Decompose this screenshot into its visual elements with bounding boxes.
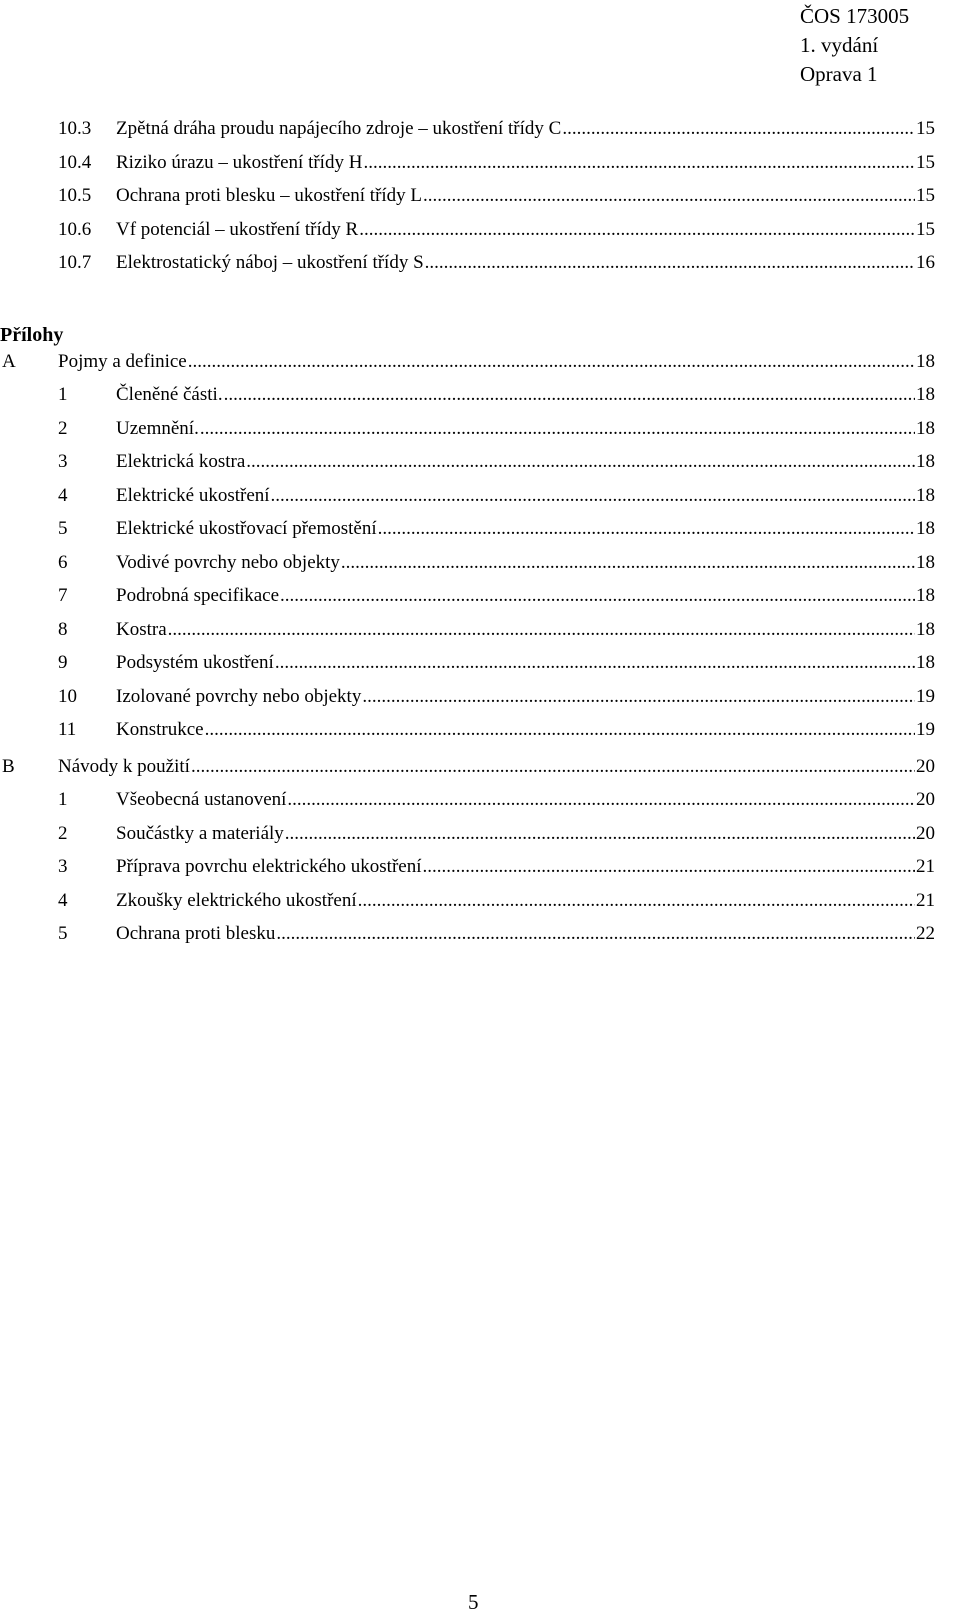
dot-leader (341, 551, 915, 575)
toc-entry[interactable] (58, 651, 935, 675)
dot-leader (205, 718, 915, 742)
toc-entry-number: 3 (58, 856, 68, 877)
toc-entry-number: B (2, 756, 15, 777)
toc-entry-page: 18 (916, 652, 935, 673)
toc-entry-page: 15 (916, 218, 935, 240)
dot-leader (200, 417, 915, 441)
toc-entry[interactable] (58, 685, 935, 709)
dot-leader (363, 151, 915, 175)
toc-entry-page: 18 (916, 518, 935, 539)
toc-entry-number: 10.7 (58, 252, 92, 273)
toc-entry[interactable] (58, 584, 935, 608)
toc-entry-number: A (2, 351, 16, 372)
toc-entry[interactable] (58, 484, 935, 508)
toc-entry-title: Podsystém ukostření (116, 652, 274, 673)
toc-entry-page: 18 (916, 551, 935, 573)
toc-entry-page: 18 (916, 351, 935, 372)
toc-entry-page: 15 (916, 151, 935, 173)
dot-leader (168, 618, 915, 642)
dot-leader (358, 889, 915, 913)
dot-leader (378, 517, 915, 541)
dot-leader (362, 685, 915, 709)
toc-entry-title: Elektrické ukostření (116, 484, 270, 506)
appendix-entry[interactable] (2, 350, 935, 374)
toc-entry-page: 18 (916, 585, 935, 606)
dot-leader (276, 922, 915, 946)
toc-entry-title: Uzemnění. (116, 417, 199, 439)
toc-entry-number: 2 (58, 417, 68, 439)
toc-entry-title: Ochrana proti blesku – ukostření třídy L (116, 185, 423, 206)
toc-entry-page: 21 (916, 889, 935, 911)
toc-entry-page: 18 (916, 451, 935, 472)
toc-entry-number: 6 (58, 551, 68, 573)
toc-entry[interactable] (58, 218, 935, 242)
toc-entry-title: Vf potenciál – ukostření třídy R (116, 218, 359, 240)
toc-entry[interactable] (58, 383, 935, 407)
dot-leader (562, 117, 915, 141)
toc-entry-number: 3 (58, 451, 68, 472)
toc-entry[interactable] (58, 117, 935, 141)
toc-entry-title: Návody k použití (58, 756, 190, 777)
toc-entry[interactable] (58, 151, 935, 175)
toc-entry-title: Zkoušky elektrického ukostření (116, 889, 357, 911)
dot-leader (422, 855, 915, 879)
dot-leader (224, 383, 915, 407)
toc-entry-page: 19 (916, 719, 935, 740)
dot-leader (191, 755, 915, 779)
toc-entry-title: Součástky a materiály (116, 822, 284, 844)
toc-entry-page: 18 (916, 618, 935, 640)
toc-entry-number: 9 (58, 652, 68, 673)
toc-entry-number: 5 (58, 923, 68, 944)
toc-entry[interactable] (58, 922, 935, 946)
toc-entry-number: 4 (58, 484, 68, 506)
toc-entry-number: 10.5 (58, 185, 92, 206)
appendix-entry[interactable] (2, 755, 935, 779)
toc-entry[interactable] (58, 855, 935, 879)
dot-leader (287, 788, 915, 812)
toc-entry-title: Konstrukce (116, 719, 204, 740)
toc-entry-page: 20 (916, 789, 935, 810)
toc-entry-number: 10.4 (58, 151, 92, 173)
toc-entry-page: 18 (916, 484, 935, 506)
document-code: ČOS 173005 (800, 4, 910, 28)
toc-entry-page: 15 (916, 185, 935, 206)
toc-entry-page: 20 (916, 822, 935, 844)
toc-entry-number: 1 (58, 384, 68, 405)
document-header (800, 2, 909, 89)
toc-entry[interactable] (58, 551, 935, 575)
toc-entry[interactable] (58, 788, 935, 812)
toc-entry-number: 2 (58, 822, 68, 844)
toc-entry[interactable] (58, 618, 935, 642)
toc-entry-title: Podrobná specifikace (116, 585, 280, 606)
dot-leader (275, 651, 915, 675)
toc-entry-page: 19 (916, 685, 935, 707)
dot-leader (423, 184, 915, 208)
toc-entry-page: 16 (916, 252, 935, 273)
toc-entry-number: 4 (58, 889, 68, 911)
dot-leader (359, 218, 915, 242)
toc-entry-title: Pojmy a definice (58, 351, 187, 372)
dot-leader (285, 822, 915, 846)
toc-entry[interactable] (58, 417, 935, 441)
toc-entry-title: Elektrická kostra (116, 451, 246, 472)
toc-entry[interactable] (58, 718, 935, 742)
toc-entry-title: Ochrana proti blesku (116, 923, 276, 944)
toc-entry-title: Riziko úrazu – ukostření třídy H (116, 151, 363, 173)
toc-entry-page: 22 (916, 923, 935, 944)
toc-entry[interactable] (58, 822, 935, 846)
toc-entry-number: 10 (58, 685, 77, 707)
toc-entry[interactable] (58, 251, 935, 275)
revision: Oprava 1 (800, 62, 878, 86)
toc-entry-page: 18 (916, 384, 935, 405)
toc-entry-page: 20 (916, 756, 935, 777)
toc-entry-title: Elektrostatický náboj – ukostření třídy S (116, 252, 424, 273)
dot-leader (271, 484, 915, 508)
toc-entry-title: Izolované povrchy nebo objekty (116, 685, 362, 707)
toc-entry-page: 15 (916, 118, 935, 139)
toc-entry-title: Všeobecná ustanovení (116, 789, 287, 810)
toc-entry-page: 18 (916, 417, 935, 439)
toc-entry[interactable] (58, 517, 935, 541)
toc-entry-title: Příprava povrchu elektrického ukostření (116, 856, 422, 877)
toc-entry[interactable] (58, 889, 935, 913)
toc-entry-number: 5 (58, 518, 68, 539)
toc-entry-number: 8 (58, 618, 68, 640)
toc-entry[interactable] (58, 184, 935, 208)
section-title: Přílohy (0, 324, 64, 346)
toc-entry-title: Členěné části. (116, 384, 223, 405)
toc-entry-number: 10.6 (58, 218, 92, 240)
toc-entry-number: 11 (58, 719, 77, 740)
toc-entry[interactable] (58, 450, 935, 474)
dot-leader (246, 450, 915, 474)
dot-leader (425, 251, 915, 275)
edition: 1. vydání (800, 33, 879, 57)
toc-entry-title: Kostra (116, 618, 167, 640)
toc-entry-page: 21 (916, 856, 935, 877)
toc-entry-title: Elektrické ukostřovací přemostění (116, 518, 377, 539)
toc-entry-title: Vodivé povrchy nebo objekty (116, 551, 340, 573)
page-number: 5 (468, 1590, 479, 1614)
dot-leader (188, 350, 915, 374)
dot-leader (280, 584, 915, 608)
toc-entry-number: 10.3 (58, 118, 92, 139)
toc-entry-number: 1 (58, 789, 68, 810)
toc-entry-number: 7 (58, 585, 68, 606)
toc-entry-title: Zpětná dráha proudu napájecího zdroje – ukostření třídy C (116, 118, 562, 139)
